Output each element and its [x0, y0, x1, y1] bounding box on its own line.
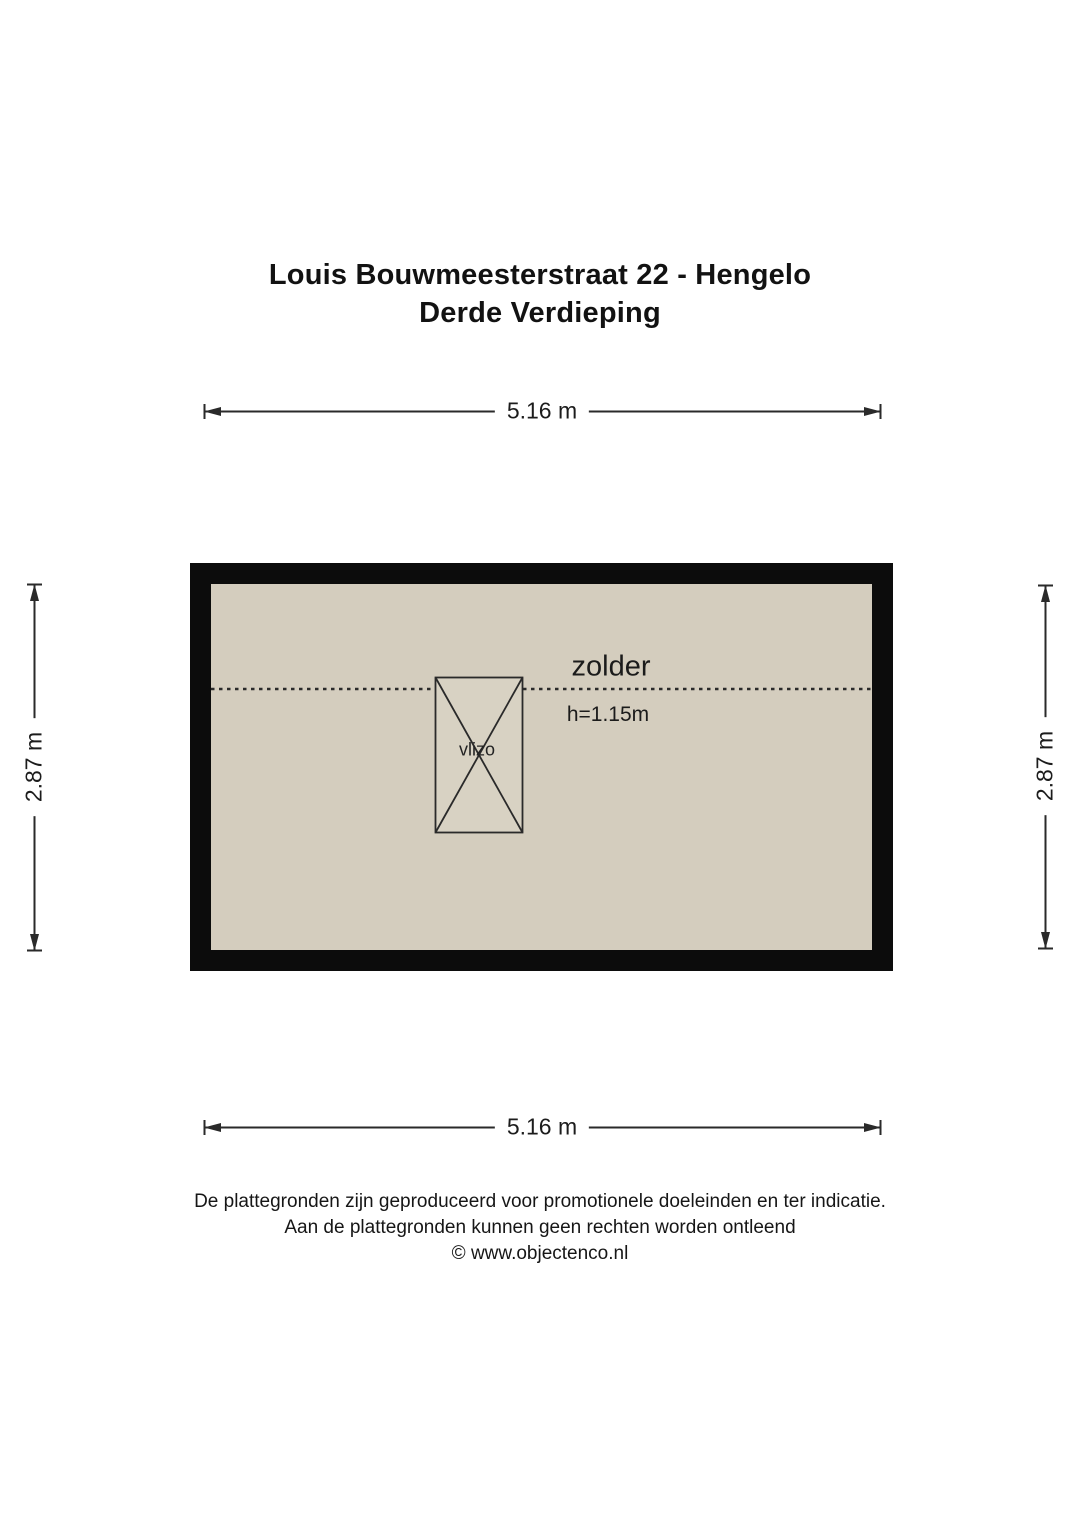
arrowhead-left-icon: [204, 407, 221, 416]
room-walls: [201, 574, 883, 961]
dimension-label-top: 5.16 m: [495, 398, 589, 425]
dimension-label-left: 2.87 m: [21, 718, 48, 816]
arrowhead-right-icon: [864, 407, 881, 416]
footer-disclaimer: [0, 1189, 1080, 1267]
arrowhead-down-icon: [1041, 932, 1050, 949]
arrowhead-left-icon: [204, 1123, 221, 1132]
arrowhead-up-icon: [1041, 585, 1050, 602]
arrowhead-down-icon: [30, 934, 39, 951]
dimension-label-right: 2.87 m: [1032, 717, 1059, 815]
page-title-address: Louis Bouwmeesterstraat 22 - Hengelo: [268, 259, 812, 291]
footer-line-1: De plattegronden zijn geproduceerd voor promotionele doeleinden en ter indicatie.: [194, 1191, 886, 1212]
vlizo-label: vlizo: [458, 739, 496, 760]
dimension-label-bottom: 5.16 m: [495, 1114, 589, 1141]
arrowhead-up-icon: [30, 584, 39, 601]
arrowhead-right-icon: [864, 1123, 881, 1132]
room-name-label: zolder: [571, 650, 651, 683]
footer-line-3: © www.objectenco.nl: [451, 1243, 629, 1264]
footer-line-2: Aan de plattegronden kunnen geen rechten worden ontleend: [284, 1217, 796, 1238]
room-height-label: h=1.15m: [566, 703, 650, 726]
page-title-floor: Derde Verdieping: [419, 297, 661, 329]
